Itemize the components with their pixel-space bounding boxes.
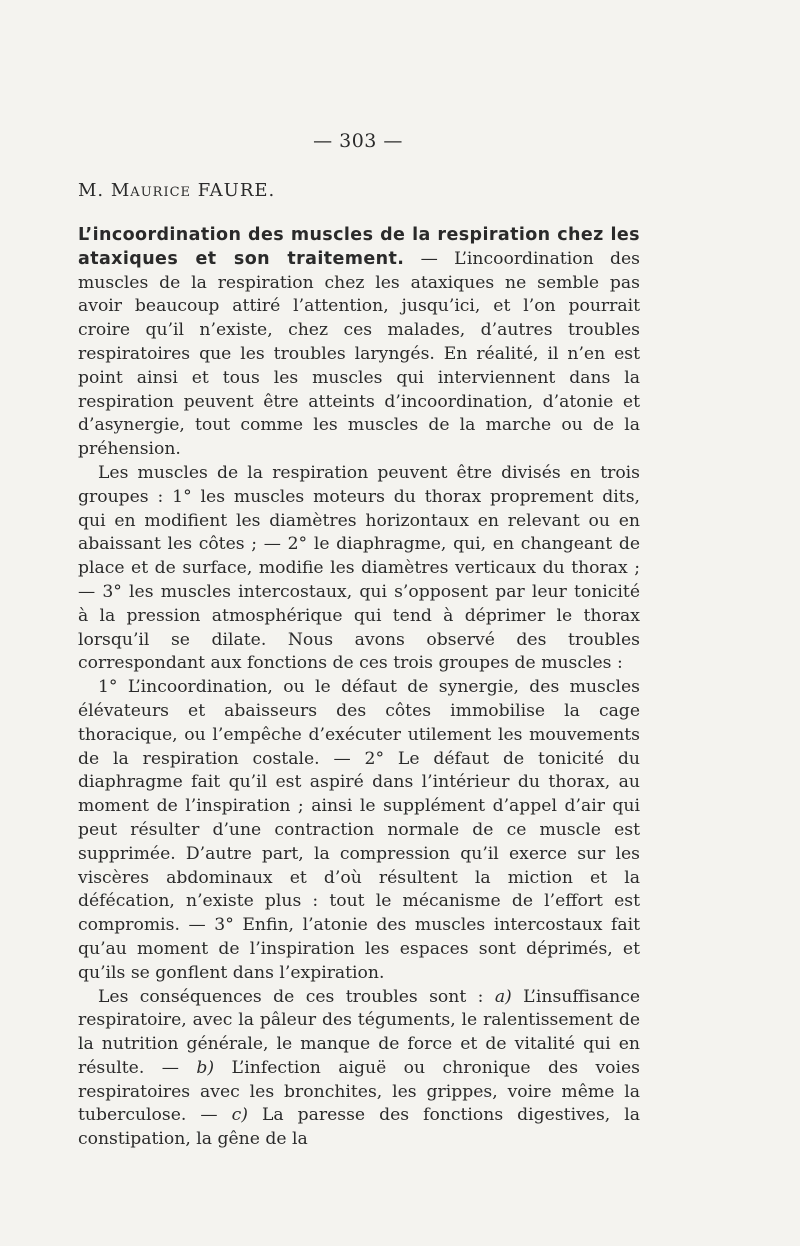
label-a: a) [494,986,512,1007]
author-first-name: Maurice [110,180,192,201]
consequence-c: La paresse des fonctions digestives, la constipation, la gêne de la [78,1105,640,1150]
author-line [78,180,275,201]
intro-text: — L’incoordination des muscles de la respiration chez les ataxiques ne semble pas avoir beaucoup attiré l’attention, jusqu’ici, et l’on pourrait croire qu’il n’existe, chez ces malades, d’autres troubles respiratoires que les troubles laryngés. En réalité, il n’en est point ainsi et tous les muscles qui interviennent dans la respiration peuvent être atteints d’incoordination, d’atonie et d’asynergie, tout comme les muscles de la marche ou de la préhension. [78,248,640,460]
label-b: b) [196,1057,215,1078]
article-title: L’incoordination des muscles de la respiration chez les ataxiques et son traitement. [78,225,640,269]
consequence-b: L’infection aiguë ou chronique des voies respiratoires avec les bronchites, les grippes, voire même la tuberculose. — [78,1057,640,1126]
page-number: — 303 — [313,130,403,152]
paragraph-disorders: 1° L’incoordination, ou le défaut de synergie, des muscles élévateurs et abaisseurs des côtes immobilise la cage thoracique, ou l’empêche d’exécuter utilement les mouvements de la respiration costale. — 2° Le défaut de tonicité du diaphragme fait qu’il est aspiré dans l’intérieur du thorax, au moment de l’inspiration ; ainsi le supplément d’appel d’air qui peut résulter d’une contraction normale de ce muscle est supprimée. D’autre part, la compression qu’il exerce sur les viscères abdominaux et d’où résultent la miction et la défécation, n’existe plus : tout le mécanisme de l’effort est compromis. — 3° Enfin, l’atonie des muscles intercostaux fait qu’au moment de l’inspiration les espaces sont déprimés, et qu’ils se gonflent dans l’expiration. [78,677,640,983]
paragraph-consequences [78,986,640,1153]
article-body [78,224,640,1152]
paragraph-intro [78,224,640,462]
consequence-a: L’insuffisance respiratoire, avec la pâleur des téguments, le ralentissement de la nutrition générale, le manque de force et de vitalité qui en résulte. — [78,986,640,1078]
author-last-name: FAURE. [191,180,276,201]
consequences-intro: Les conséquences de ces troubles sont : [98,986,495,1007]
paragraph-muscle-groups: Les muscles de la respiration peuvent être divisés en trois groupes : 1° les muscles moteurs du thorax proprement dits, qui en modifient les diamètres horizontaux en relevant ou en abaissant les côtes ; — 2° le diaphragme, qui, en changeant de place et de surface, modifie les diamètres verticaux du thorax ; — 3° les muscles intercostaux, qui s’opposent par leur tonicité à la pression atmosphérique qui tend à déprimer le thorax lorsqu’il se dilate. Nous avons observé des troubles correspondant aux fonctions de ces trois groupes de muscles : [78,462,640,674]
label-c: c) [231,1105,248,1126]
author-prefix: M. [78,180,111,201]
